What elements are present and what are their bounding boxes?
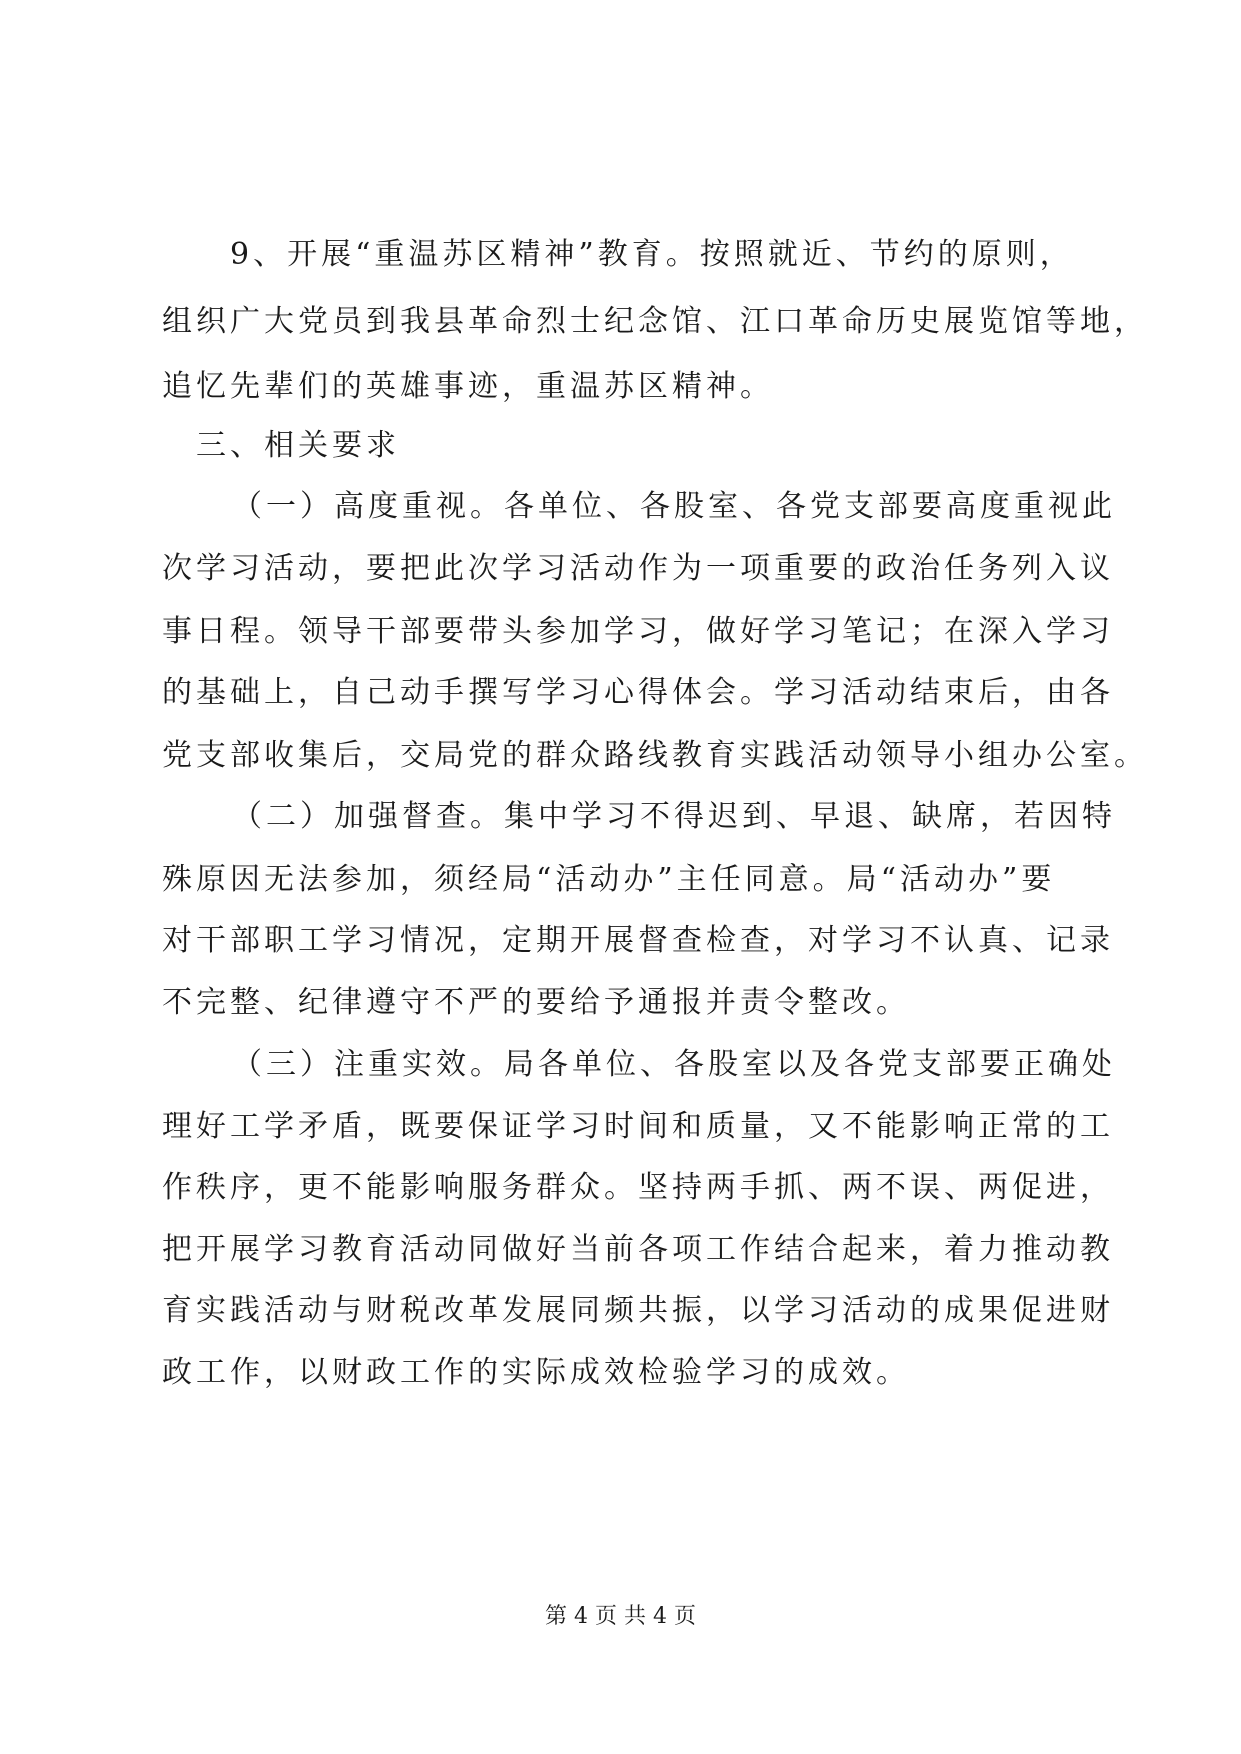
paragraph-3-line-5: 育实践活动与财税改革发展同频共振，以学习活动的成果促进财: [162, 1293, 1114, 1328]
paragraph-item-9-line-3: 追忆先辈们的英雄事迹，重温苏区精神。: [162, 369, 774, 404]
paragraph-1-line-5: 党支部收集后，交局党的群众路线教育实践活动领导小组办公室。: [162, 738, 1148, 773]
paragraph-3-line-6: 政工作，以财政工作的实际成效检验学习的成效。: [162, 1355, 910, 1390]
paragraph-1-line-3: 事日程。领导干部要带头参加学习，做好学习笔记；在深入学习: [162, 614, 1114, 649]
paragraph-1-line-4: 的基础上，自己动手撰写学习心得体会。学习活动结束后，由各: [162, 675, 1114, 710]
paragraph-3-line-4: 把开展学习教育活动同做好当前各项工作结合起来，着力推动教: [162, 1232, 1114, 1267]
paragraph-3-line-3: 作秩序，更不能影响服务群众。坚持两手抓、两不误、两促进，: [162, 1170, 1114, 1205]
paragraph-2-line-3: 对干部职工学习情况，定期开展督查检查，对学习不认真、记录: [162, 923, 1114, 958]
paragraph-1-line-2: 次学习活动，要把此次学习活动作为一项重要的政治任务列入议: [162, 551, 1114, 586]
page-number-footer: 第 4 页 共 4 页: [545, 1604, 696, 1629]
paragraph-2-line-4: 不完整、纪律遵守不严的要给予通报并责令整改。: [162, 985, 910, 1020]
section-heading: 三、相关要求: [196, 428, 400, 463]
paragraph-1-line-1: （一）高度重视。各单位、各股室、各党支部要高度重视此: [232, 489, 1116, 524]
paragraph-2-line-2: 殊原因无法参加，须经局“活动办”主任同意。局“活动办”要: [162, 862, 1056, 897]
paragraph-item-9-line-2: 组织广大党员到我县革命烈士纪念馆、江口革命历史展览馆等地，: [162, 304, 1148, 339]
paragraph-2-line-1: （二）加强督查。集中学习不得迟到、早退、缺席，若因特: [232, 799, 1116, 834]
paragraph-3-line-1: （三）注重实效。局各单位、各股室以及各党支部要正确处: [232, 1047, 1116, 1082]
paragraph-item-9-line-1: 9、开展“重温苏区精神”教育。按照就近、节约的原则，: [230, 237, 1074, 272]
paragraph-3-line-2: 理好工学矛盾，既要保证学习时间和质量，又不能影响正常的工: [162, 1109, 1114, 1144]
